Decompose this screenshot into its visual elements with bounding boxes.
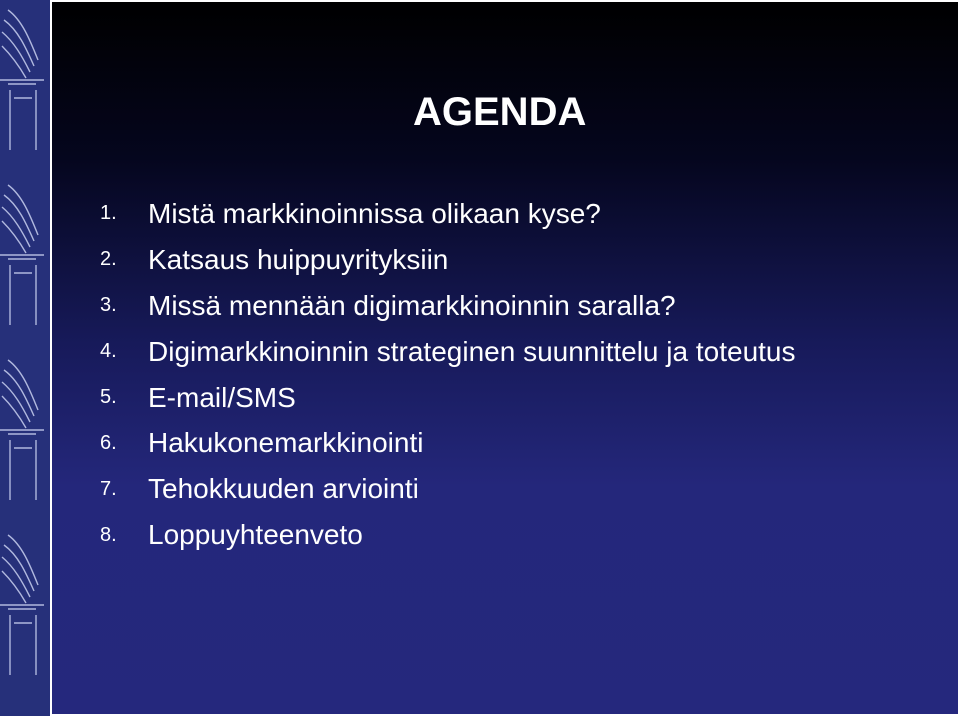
agenda-item-number: 8. (100, 523, 117, 546)
agenda-item-text: Digimarkkinoinnin strateginen suunnittelu ja toteutus (148, 335, 796, 367)
agenda-item-number: 2. (100, 248, 117, 271)
agenda-item (100, 512, 796, 558)
agenda-list (100, 191, 796, 558)
agenda-item-number: 4. (100, 340, 117, 363)
agenda-item (100, 466, 796, 512)
flame-logo-icon (0, 0, 50, 716)
slide-title: AGENDA (413, 90, 587, 134)
agenda-item-number: 6. (100, 431, 117, 454)
decorative-logo-strip (0, 0, 50, 716)
agenda-item-text: E-mail/SMS (148, 381, 296, 413)
agenda-item-text: Loppuyhteenveto (148, 519, 363, 551)
agenda-item (100, 191, 796, 237)
agenda-item-number: 7. (100, 477, 117, 500)
agenda-item-text: Tehokkuuden arviointi (148, 473, 419, 505)
agenda-item (100, 283, 796, 329)
agenda-item-text: Katsaus huippuyrityksiin (148, 243, 449, 275)
agenda-item (100, 237, 796, 283)
agenda-item (100, 375, 796, 421)
agenda-item-text: Hakukonemarkkinointi (148, 427, 424, 459)
agenda-item (100, 329, 796, 375)
agenda-item-number: 5. (100, 386, 117, 408)
agenda-item-number: 1. (100, 202, 117, 225)
agenda-item-number: 3. (100, 294, 117, 317)
agenda-item (100, 420, 796, 466)
agenda-item-text: Mistä markkinoinnissa olikaan kyse? (148, 197, 601, 229)
agenda-item-text: Missä mennään digimarkkinoinnin saralla? (148, 289, 676, 321)
